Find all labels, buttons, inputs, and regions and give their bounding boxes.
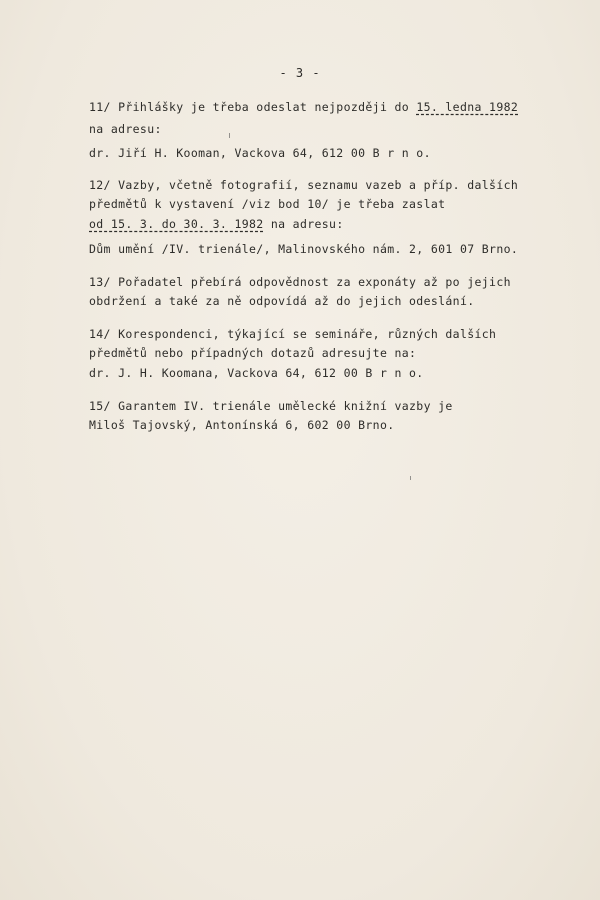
text-line: 12/ Vazby, včetně fotografií, seznamu vazeb a příp. dalších bbox=[89, 178, 519, 192]
stray-mark bbox=[229, 133, 230, 138]
stray-mark bbox=[410, 476, 411, 480]
page-number: - 3 - bbox=[279, 66, 321, 80]
text-line: dr. J. H. Koomana, Vackova 64, 612 00 B r n o. bbox=[89, 366, 424, 380]
text-line: dr. Jiří H. Kooman, Vackova 64, 612 00 B r n o. bbox=[89, 146, 431, 160]
text-line: na adresu: bbox=[89, 122, 162, 136]
text-line: od 15. 3. do 30. 3. 1982 na adresu: bbox=[89, 217, 344, 231]
text-line: 14/ Korespondenci, týkající se semináře, různých dalších bbox=[89, 327, 497, 341]
text-line: Dům umění /IV. trienále/, Malinovského nám. 2, 601 07 Brno. bbox=[89, 242, 519, 256]
text-line: 13/ Pořadatel přebírá odpovědnost za exponáty až po jejich bbox=[89, 275, 511, 289]
text-line: předmětů k vystavení /viz bod 10/ je třeba zaslat bbox=[89, 197, 446, 211]
text-line: předmětů nebo případných dotazů adresujte na: bbox=[89, 346, 417, 360]
text-line: 15/ Garantem IV. trienále umělecké knižní vazby je bbox=[89, 399, 453, 413]
text-line: 11/ Přihlášky je třeba odeslat nejpozději do 15. ledna 1982 bbox=[89, 100, 519, 114]
text-line: obdržení a také za ně odpovídá až do jejich odeslání. bbox=[89, 294, 475, 308]
text-line: Miloš Tajovský, Antonínská 6, 602 00 Brno. bbox=[89, 418, 395, 432]
